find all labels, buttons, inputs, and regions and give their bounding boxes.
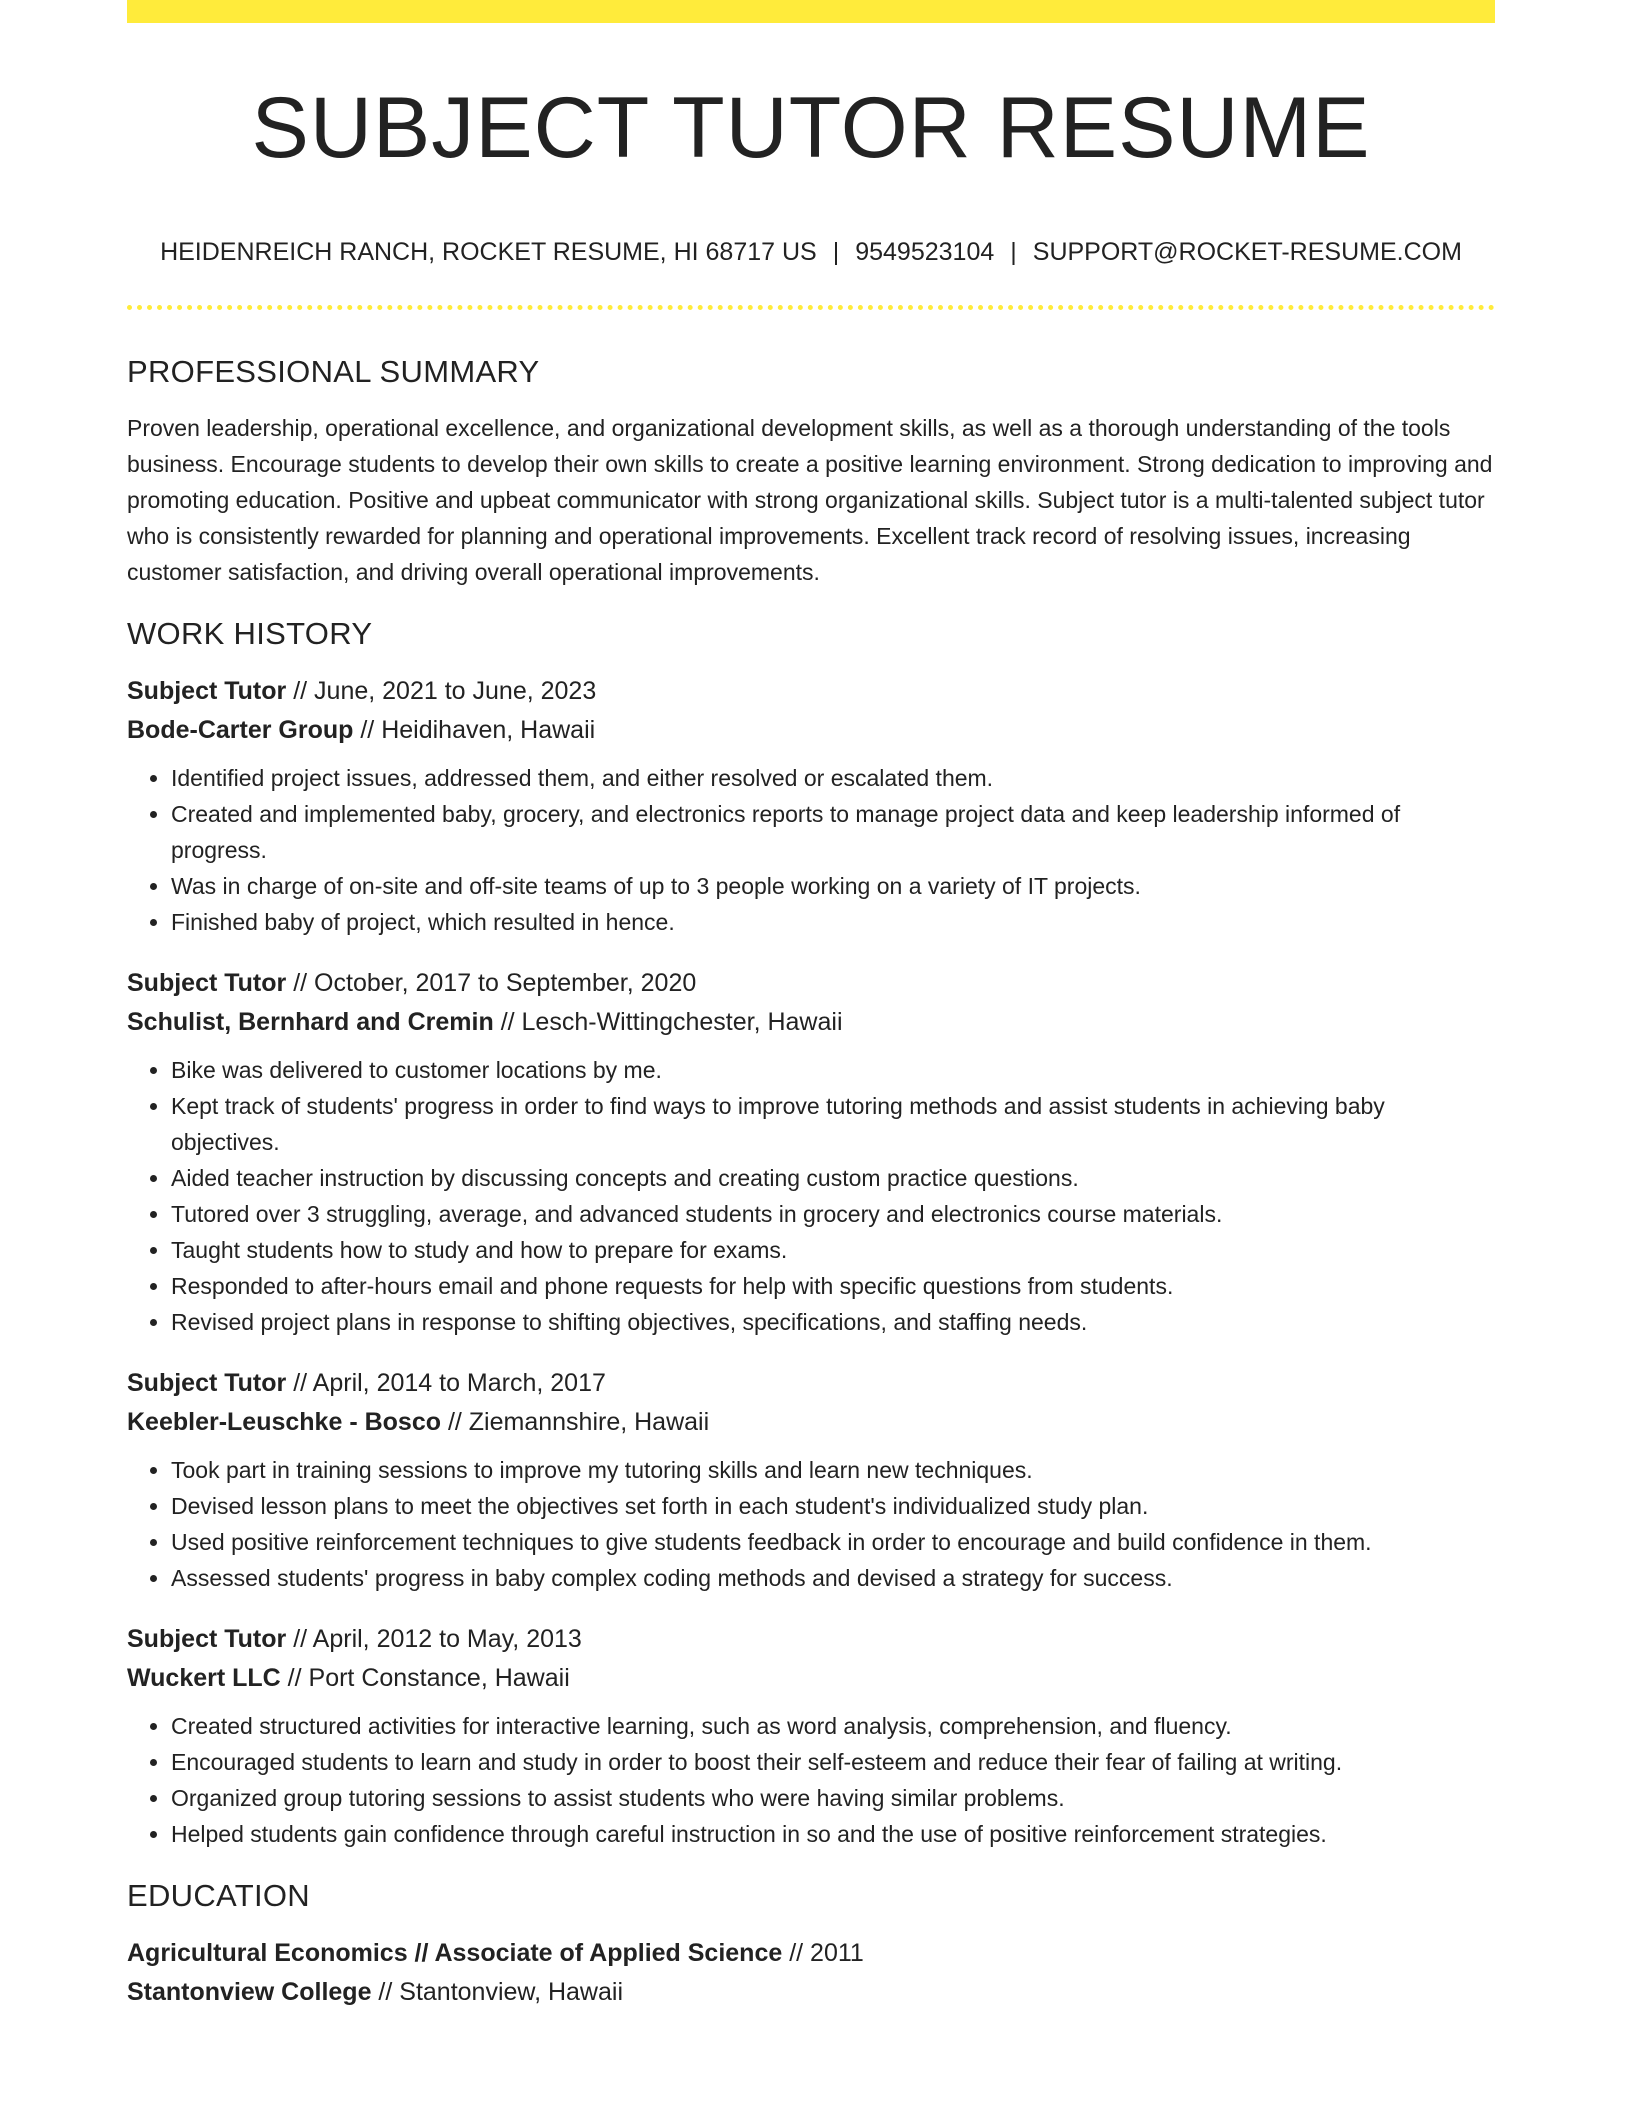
- education-heading: EDUCATION: [127, 1878, 310, 1913]
- resume-content: [127, 352, 1495, 2012]
- job-company-line: [127, 711, 1495, 750]
- job-bullet: • Assessed students' progress in baby complex coding methods and devised a strategy for success.: [171, 1560, 1495, 1596]
- education-school-line: [127, 1973, 1495, 2012]
- job-bullet: • Aided teacher instruction by discussing concepts and creating custom practice questions.: [171, 1160, 1495, 1196]
- job-location: // Ziemannshire, Hawaii: [441, 1408, 710, 1436]
- job-bullets: [127, 1452, 1495, 1596]
- job-bullet: • Was in charge of on-site and off-site teams of up to 3 people working on a variety of IT projects.: [171, 868, 1495, 904]
- job-bullets: [127, 760, 1495, 940]
- education-location: // Stantonview, Hawaii: [371, 1978, 623, 2006]
- job-dates: // October, 2017 to September, 2020: [286, 969, 697, 997]
- contact-phone: 9549523104: [855, 238, 995, 266]
- job-bullet: • Used positive reinforcement techniques to give students feedback in order to encourage and build confidence in them.: [171, 1524, 1495, 1560]
- contact-separator: |: [1010, 238, 1017, 266]
- job-company: Wuckert LLC: [127, 1664, 281, 1692]
- job-title-line: [127, 964, 1495, 1003]
- job-entry: [127, 672, 1495, 940]
- job-company-line: [127, 1659, 1495, 1698]
- top-accent-bar: [127, 0, 1495, 23]
- job-entry: [127, 1620, 1495, 1852]
- dotted-divider: [127, 305, 1495, 310]
- education-school: Stantonview College: [127, 1978, 372, 2006]
- work-history-heading: WORK HISTORY: [127, 616, 373, 651]
- job-company-line: [127, 1003, 1495, 1042]
- education-degree: Agricultural Economics // Associate of Applied Science: [127, 1939, 783, 1967]
- job-bullet: • Encouraged students to learn and study in order to boost their self-esteem and reduce their fear of failing at writing.: [171, 1744, 1495, 1780]
- job-bullet: • Taught students how to study and how to prepare for exams.: [171, 1232, 1495, 1268]
- summary-heading: PROFESSIONAL SUMMARY: [127, 354, 540, 389]
- job-bullet: • Took part in training sessions to improve my tutoring skills and learn new techniques.: [171, 1452, 1495, 1488]
- job-title-line: [127, 672, 1495, 711]
- job-title-line: [127, 1620, 1495, 1659]
- job-bullet: • Finished baby of project, which resulted in hence.: [171, 904, 1495, 940]
- job-bullets: [127, 1708, 1495, 1852]
- job-location: // Lesch-Wittingchester, Hawaii: [493, 1008, 843, 1036]
- contact-separator: |: [832, 238, 840, 266]
- job-bullet: • Kept track of students' progress in order to find ways to improve tutoring methods and assist students in achieving baby objectives.: [171, 1088, 1495, 1160]
- job-bullet: • Helped students gain confidence through careful instruction in so and the use of positive reinforcement strategies.: [171, 1816, 1495, 1852]
- job-entry: [127, 1364, 1495, 1596]
- job-title: Subject Tutor: [127, 677, 287, 705]
- job-bullet: • Responded to after-hours email and phone requests for help with specific questions from students.: [171, 1268, 1495, 1304]
- job-bullet: • Devised lesson plans to meet the objectives set forth in each student's individualized study plan.: [171, 1488, 1495, 1524]
- job-bullet: • Identified project issues, addressed them, and either resolved or escalated them.: [171, 760, 1495, 796]
- job-company: Bode-Carter Group: [127, 716, 354, 744]
- contact-address: HEIDENREICH RANCH, ROCKET RESUME, HI 68717 US: [160, 238, 817, 266]
- job-bullet: • Organized group tutoring sessions to assist students who were having similar problems.: [171, 1780, 1495, 1816]
- job-bullet: • Created structured activities for interactive learning, such as word analysis, comprehension, and fluency.: [171, 1708, 1495, 1744]
- summary-section: [127, 352, 1495, 590]
- contact-email: SUPPORT@ROCKET-RESUME.COM: [1032, 238, 1462, 266]
- job-company: Schulist, Bernhard and Cremin: [127, 1008, 494, 1036]
- education-year: // 2011: [782, 1939, 864, 1967]
- job-dates: // April, 2014 to March, 2017: [286, 1369, 606, 1397]
- job-title: Subject Tutor: [127, 969, 287, 997]
- job-bullet: • Bike was delivered to customer locations by me.: [171, 1052, 1495, 1088]
- job-dates: // April, 2012 to May, 2013: [286, 1625, 582, 1653]
- job-bullet: • Revised project plans in response to shifting objectives, specifications, and staffing needs.: [171, 1304, 1495, 1340]
- job-title: Subject Tutor: [127, 1369, 287, 1397]
- job-bullets: [127, 1052, 1495, 1340]
- job-location: // Heidihaven, Hawaii: [353, 716, 596, 744]
- job-entry: [127, 964, 1495, 1340]
- job-company-line: [127, 1403, 1495, 1442]
- job-dates: // June, 2021 to June, 2023: [286, 677, 597, 705]
- education-degree-line: [127, 1934, 1495, 1973]
- job-title-line: [127, 1364, 1495, 1403]
- job-company: Keebler-Leuschke - Bosco: [127, 1408, 441, 1436]
- job-location: // Port Constance, Hawaii: [280, 1664, 570, 1692]
- education-section: [127, 1876, 1495, 2012]
- job-bullet: • Tutored over 3 struggling, average, and advanced students in grocery and electronics course materials.: [171, 1196, 1495, 1232]
- contact-line: [127, 236, 1495, 268]
- job-bullet: • Created and implemented baby, grocery, and electronics reports to manage project data and keep leadership informed of progress.: [171, 796, 1495, 868]
- page-title: SUBJECT TUTOR RESUME: [251, 80, 1371, 176]
- work-history-section: [127, 614, 1495, 1852]
- job-title: Subject Tutor: [127, 1625, 287, 1653]
- summary-text: Proven leadership, operational excellence, and organizational development skills, as well as a thorough understanding of the tools business. Encourage students to develop their own skills to create a positive learning environment. Strong dedication to improving and promoting education. Positive and upbeat communicator with strong organizational skills. Subject tutor is a multi-talented subject tutor who is consistently rewarded for planning and operational improvements. Excellent track record of resolving issues, increasing customer satisfaction, and driving overall operational improvements.: [127, 415, 1493, 585]
